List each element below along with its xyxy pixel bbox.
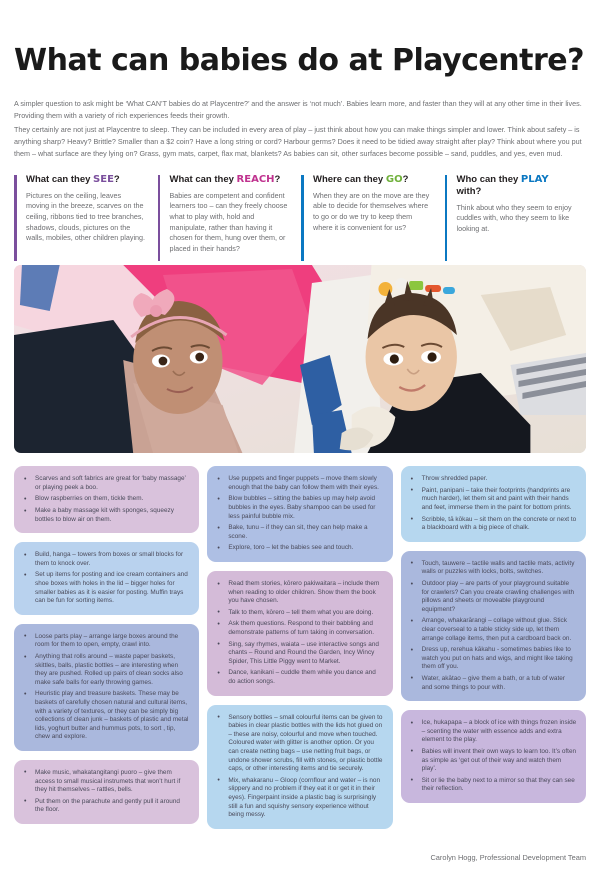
list-item: • Explore, toro – let the babies see and touch.	[214, 544, 383, 553]
question-body-play: Think about who they seem to enjoy cuddles with, who they seem to like looking at.	[456, 202, 572, 233]
tips-list	[408, 719, 577, 794]
tips-list	[21, 769, 190, 815]
tips-boxes-grid	[12, 466, 588, 828]
question-heading-reach	[170, 174, 290, 186]
list-item: • Dance, kanikani – cuddle them while you dance and do action songs.	[214, 669, 383, 686]
list-item: • Sing, say rhymes, waiata – use interactive songs and chants – Round and Round the Garden, Incy Wincy Spider, This Little Piggy went to Market.	[214, 641, 383, 667]
tips-box	[14, 624, 199, 751]
tips-box	[14, 466, 199, 533]
list-item: • Anything that rolls around – waste paper baskets, skittles, balls, plastic bottles – are interesting when they are pushed. Rolled up pairs of clean socks also make safe balls for early throwing games.	[21, 653, 190, 687]
tips-list	[214, 580, 383, 687]
tips-list	[21, 475, 190, 524]
list-item: • Water, akātao – give them a bath, or a tub of water and some things to pour with.	[408, 675, 577, 692]
question-heading-go	[313, 174, 433, 186]
list-item: • Throw shredded paper.	[408, 475, 577, 484]
question-heading-reach-accent: REACH	[236, 173, 275, 185]
list-item: • Talk to them, kōrero – tell them what you are doing.	[214, 609, 383, 618]
question-heading-go-accent: GO	[385, 173, 403, 185]
question-heading-reach-pre: What can they	[169, 173, 237, 185]
list-item: • Make music, whakatangitangi puoro – give them access to small musical instrumets that won’t hurt if they hit themselves – rattles, bells.	[21, 769, 190, 795]
question-heading-go-pre: Where can they	[313, 173, 386, 185]
tips-box	[401, 710, 586, 803]
intro-paragraph-1: A simpler question to ask might be ‘What CAN’T babies do at Playcentre?’ and the answer is ‘not much’. Babies learn more, and faster than they will at any other time in their lives. Providing them with a variety of rich experiences feeds their growth.	[14, 99, 582, 121]
list-item: • Dress up, rerehua kākahu - sometimes babies like to watch you put on hats and wigs, and might like taking them off you.	[408, 646, 577, 672]
list-item: • Scribble, tā kōkau – sit them on the concrete or next to a blackboard with a big piece of chalk.	[408, 516, 577, 533]
question-heading-see-accent: SEE	[93, 173, 114, 185]
list-item: • Make a baby massage kit with sponges, squeezy bottles to blow air on them.	[21, 507, 190, 524]
photo-container	[12, 265, 588, 453]
list-item: • Blow raspberries on them, tickle them.	[21, 495, 190, 504]
question-column-play	[445, 174, 589, 255]
list-item: • Bake, tunu – if they can sit, they can help make a scone.	[214, 524, 383, 541]
tips-box	[14, 542, 199, 615]
question-heading-play	[457, 174, 577, 198]
list-item: • Ice, hukapapa – a block of ice with things frozen inside – scenting the water with essence adds and extra element to the play.	[408, 719, 577, 745]
credit-line: Carolyn Hogg, Professional Development Team	[430, 853, 586, 863]
tips-column-2	[207, 466, 392, 828]
list-item: • Mix, whakaranu – Gloop (cornflour and water – is non slippery and no problem if they eat it or get it in their eyes). Fingerpaint inside a plastic bag is surprisingly still a fun and squishy sensory experience without being messy.	[214, 777, 383, 820]
question-body-see: Pictures on the ceiling, leaves moving in the breeze, scarves on the ceiling, ribbons tied to tree branches, shadows, clouds, pictures on the walls, mobiles, other children playing.	[26, 190, 146, 243]
tips-column-1	[14, 466, 199, 824]
tips-box	[14, 760, 199, 824]
poster-page	[0, 20, 600, 870]
intro-paragraph-2: They certainly are not just at Playcentre to sleep. They can be included in every area of play – just think about how you can make things simpler and lower. Think about safety – is anything sharp? Heavy? Brittle? Smaller than a $2 coin? Have a long string or cord? Harbour germs? Does it need to be tidied away straight after play? Think about where you put them – what surface are they lying on? Grass, gym mats, carpet, flax mat, blankets? As babies can sit, other surfaces become possible – sand, puddles, and yes, even mud.	[14, 125, 582, 158]
tips-list	[21, 633, 190, 742]
list-item: • Arrange, whakarārangi – collage without glue. Stick clear coverseal to a table sticky side up, let them arrange collage items, then put a cardboard back on.	[408, 617, 577, 643]
list-item: • Set up items for posting and ice cream containers and shoe boxes with holes in the lid – bigger holes for smaller babies as it is easier for posting. Muffin trays can be fun for sorting items.	[21, 571, 190, 605]
accent-bar-go	[301, 175, 304, 261]
list-item: • Ask them questions. Respond to their babbling and demonstrate patterns of turn taking in conversation.	[214, 620, 383, 637]
list-item: • Paint, panipani – take their footprints (handprints are much harder), let them sit and paint with their hands and feet, immerse them in the paint for bottom prints.	[408, 487, 577, 513]
intro-paragraphs	[12, 98, 588, 160]
question-column-see	[14, 174, 158, 255]
page-title: What can babies do at Playcentre?	[14, 43, 585, 79]
question-heading-play-post: with?	[456, 185, 482, 197]
list-item: • Scarves and soft fabrics are great for ‘baby massage’ or playing peek a boo.	[21, 475, 190, 492]
list-item: • Put them on the parachute and gently pull it around the floor.	[21, 798, 190, 815]
tips-list	[214, 475, 383, 553]
tips-box	[207, 571, 392, 696]
tips-box	[401, 551, 586, 701]
accent-bar-see	[14, 175, 17, 261]
list-item: • Heuristic play and treasure baskets. These may be baskets of carefully chosen natural and cultural items, with a variety of textures, or they can be simply big collections of clean junk – baskets of plastic and metal lids, yoghurt butter and hummus pots, to sort , tip, chew and explore.	[21, 690, 190, 742]
tips-column-3	[401, 466, 586, 803]
tips-list	[408, 475, 577, 533]
list-item: • Loose parts play – arrange large boxes around the room for them to open, empty, crawl into.	[21, 633, 190, 650]
tips-list	[408, 560, 577, 692]
babies-photo	[14, 265, 586, 453]
question-heading-go-post: ?	[402, 173, 409, 185]
list-item: • Sit or lie the baby next to a mirror so that they can see their reflection.	[408, 777, 577, 794]
list-item: • Outdoor play – are parts of your playground suitable for crawlers? Can you create crawling challenges with pillows and sheets or moveable playground equipment?	[408, 580, 577, 614]
question-column-go	[301, 174, 445, 255]
question-columns	[12, 174, 588, 255]
list-item: • Blow bubbles – sitting the babies up may help avoid bubbles in the eyes. Baby shampoo can be used for less painful bubble mix.	[214, 495, 383, 521]
question-column-reach	[158, 174, 302, 255]
question-heading-see-post: ?	[113, 173, 120, 185]
accent-bar-play	[445, 175, 448, 261]
tips-list	[214, 714, 383, 820]
list-item: • Sensory bottles – small colourful items can be given to babies in clear plastic bottles with the lids hot glued on – these are noisy, colourful and move when touched. Coloured water with glitter is another option. Or you can create netting bags – use netting fruit bags, or undone shower scrubs, fill with stones, or plastic bottle caps, or other interesting items and tie securely.	[214, 714, 383, 774]
question-heading-see-pre: What can they	[26, 173, 94, 185]
list-item: • Use puppets and finger puppets – move them slowly enough that the baby can follow them with their eyes.	[214, 475, 383, 492]
tips-box	[207, 705, 392, 829]
tips-box	[207, 466, 392, 562]
accent-bar-reach	[158, 175, 161, 261]
tips-box	[401, 466, 586, 542]
list-item: • Build, hanga – towers from boxes or small blocks for them to knock over.	[21, 551, 190, 568]
question-body-reach: Babies are competent and confident learners too – can they freely choose what to play with, hold and manipulate, rather than having it chosen for them, hung over them, or placed in their hands?	[169, 190, 288, 253]
list-item: • Babies will invent their own ways to learn too. It’s often as simple as ‘get out of their way and watch them play’.	[408, 748, 577, 774]
question-heading-play-accent: PLAY	[520, 173, 549, 185]
list-item: • Touch, tauwere – tactile walls and tactile mats, activity walls or puzzles with locks, bolts, switches.	[408, 560, 577, 577]
question-body-go: When they are on the move are they able to decide for themselves where to go or do we try to keep them where it is convenient for us?	[313, 190, 430, 232]
tips-list	[21, 551, 190, 606]
babies-photo-illustration	[14, 265, 586, 453]
question-heading-reach-post: ?	[274, 173, 281, 185]
question-heading-play-pre: Who can they	[456, 173, 521, 185]
list-item: • Read them stories, kōrero pakiwaitara – include them when reading to older children. Show them the book you have chosen.	[214, 580, 383, 606]
question-heading-see	[26, 174, 146, 186]
